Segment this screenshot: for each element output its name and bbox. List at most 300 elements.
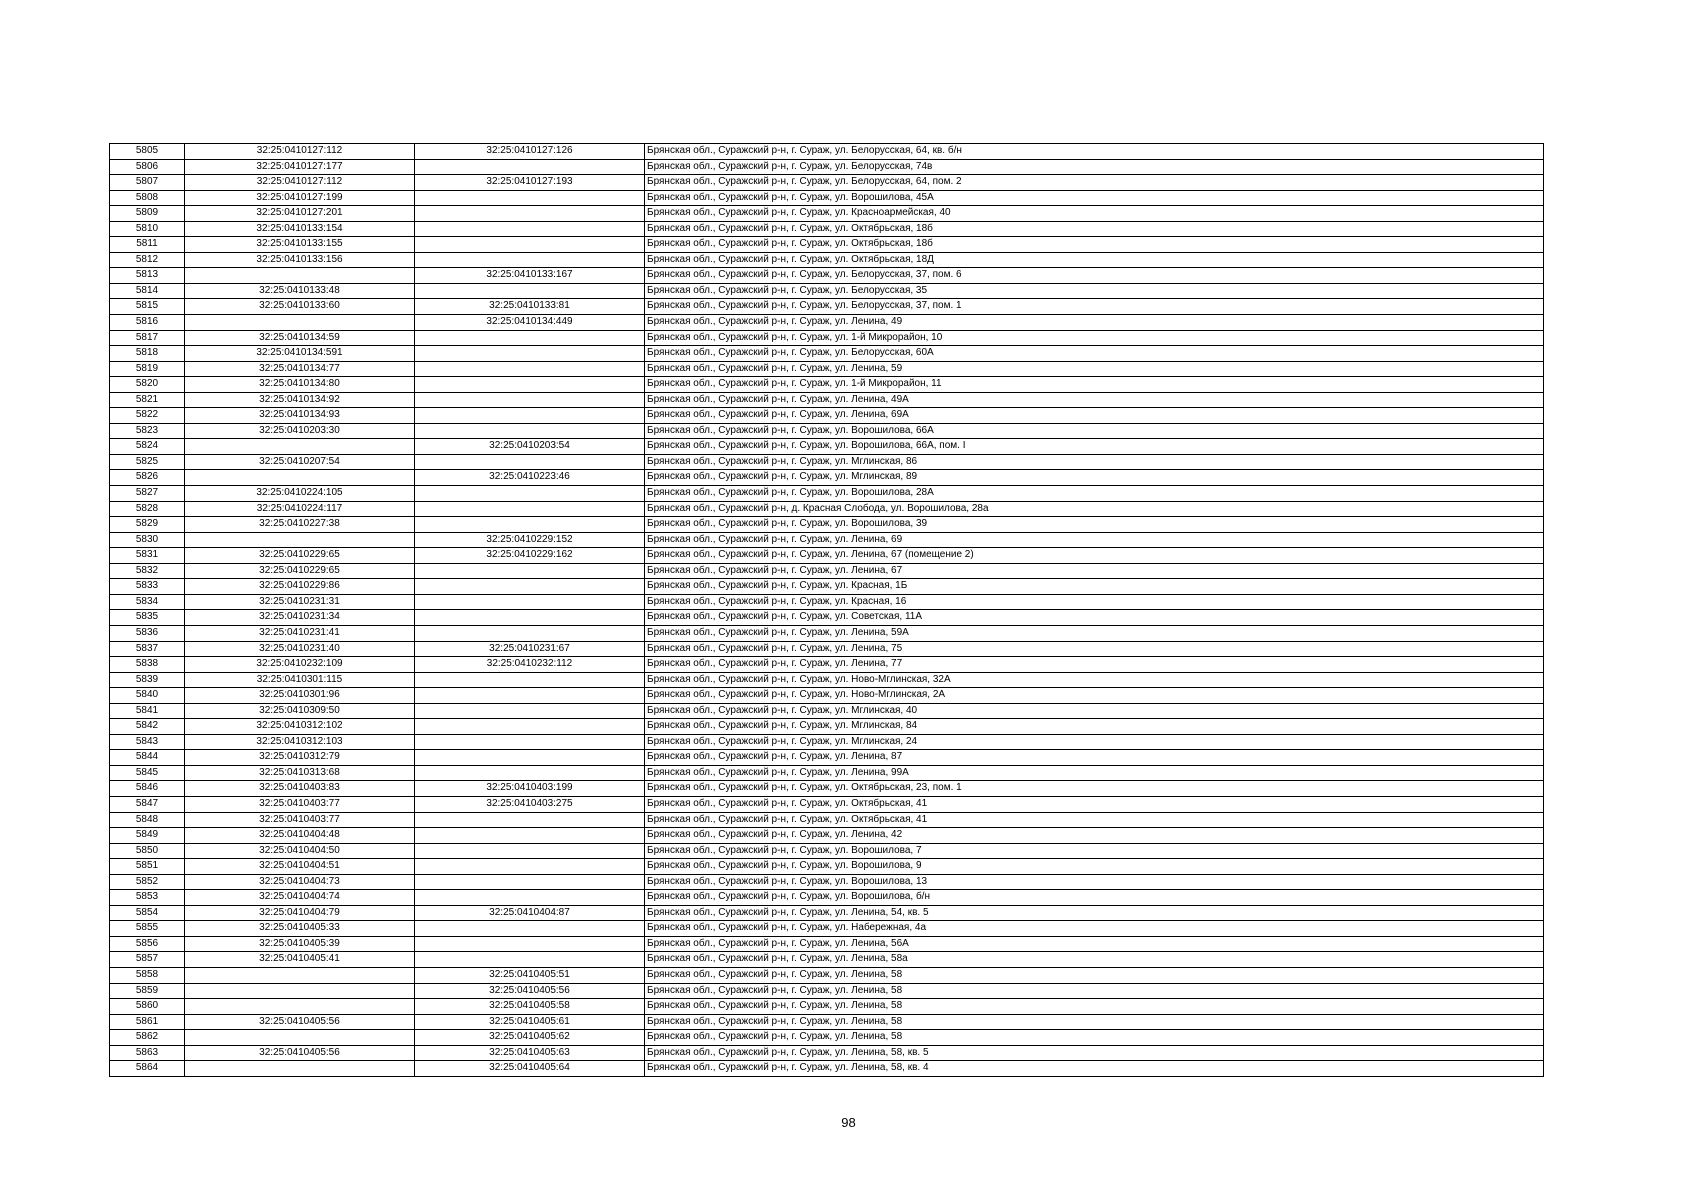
cadastral-number-cell: 32:25:0410405:33	[185, 921, 415, 937]
cadastral-number-cell: 32:25:0410229:65	[185, 563, 415, 579]
address-cell: Брянская обл., Суражский р-н, г. Сураж, ул. Ленина, 58, кв. 4	[645, 1061, 1544, 1077]
row-number-cell: 5805	[110, 144, 185, 160]
related-cadastral-number-cell	[415, 221, 645, 237]
address-cell: Брянская обл., Суражский р-н, г. Сураж, ул. Ленина, 59	[645, 361, 1544, 377]
cadastral-number-cell: 32:25:0410207:54	[185, 454, 415, 470]
row-number-cell: 5832	[110, 563, 185, 579]
row-number-cell: 5841	[110, 703, 185, 719]
table-row	[110, 315, 1544, 331]
cadastral-number-cell: 32:25:0410301:115	[185, 672, 415, 688]
row-number-cell: 5837	[110, 641, 185, 657]
row-number-cell: 5830	[110, 532, 185, 548]
row-number-cell: 5833	[110, 579, 185, 595]
related-cadastral-number-cell	[415, 828, 645, 844]
table-row	[110, 641, 1544, 657]
address-cell: Брянская обл., Суражский р-н, г. Сураж, ул. Ленина, 54, кв. 5	[645, 905, 1544, 921]
row-number-cell: 5814	[110, 283, 185, 299]
cadastral-number-cell: 32:25:0410229:86	[185, 579, 415, 595]
row-number-cell: 5848	[110, 812, 185, 828]
table-row	[110, 859, 1544, 875]
table-row	[110, 657, 1544, 673]
row-number-cell: 5840	[110, 688, 185, 704]
related-cadastral-number-cell	[415, 843, 645, 859]
address-cell: Брянская обл., Суражский р-н, г. Сураж, ул. 1-й Микрорайон, 11	[645, 377, 1544, 393]
address-cell: Брянская обл., Суражский р-н, г. Сураж, ул. Белорусская, 64, кв. б/н	[645, 144, 1544, 160]
cadastral-number-cell: 32:25:0410405:41	[185, 952, 415, 968]
address-cell: Брянская обл., Суражский р-н, г. Сураж, ул. Белорусская, 60А	[645, 346, 1544, 362]
row-number-cell: 5855	[110, 921, 185, 937]
cadastral-number-cell	[185, 983, 415, 999]
table-row	[110, 734, 1544, 750]
table-row	[110, 392, 1544, 408]
address-cell: Брянская обл., Суражский р-н, г. Сураж, ул. Ленина, 49	[645, 315, 1544, 331]
table-row	[110, 283, 1544, 299]
address-cell: Брянская обл., Суражский р-н, г. Сураж, ул. Ворошилова, 7	[645, 843, 1544, 859]
related-cadastral-number-cell	[415, 486, 645, 502]
row-number-cell: 5851	[110, 859, 185, 875]
row-number-cell: 5821	[110, 392, 185, 408]
cadastral-number-cell: 32:25:0410404:74	[185, 890, 415, 906]
table-row	[110, 812, 1544, 828]
row-number-cell: 5836	[110, 625, 185, 641]
cadastral-number-cell: 32:25:0410134:591	[185, 346, 415, 362]
address-cell: Брянская обл., Суражский р-н, г. Сураж, ул. Ленина, 58	[645, 967, 1544, 983]
table-row	[110, 1030, 1544, 1046]
cadastral-number-cell: 32:25:0410224:117	[185, 501, 415, 517]
row-number-cell: 5857	[110, 952, 185, 968]
row-number-cell: 5827	[110, 486, 185, 502]
table-row	[110, 828, 1544, 844]
address-cell: Брянская обл., Суражский р-н, г. Сураж, ул. 1-й Микрорайон, 10	[645, 330, 1544, 346]
table-row	[110, 501, 1544, 517]
page-number: 98	[841, 1115, 856, 1130]
table-row	[110, 190, 1544, 206]
row-number-cell: 5811	[110, 237, 185, 253]
related-cadastral-number-cell	[415, 859, 645, 875]
cadastral-number-cell: 32:25:0410232:109	[185, 657, 415, 673]
row-number-cell: 5806	[110, 159, 185, 175]
related-cadastral-number-cell	[415, 563, 645, 579]
table-row	[110, 408, 1544, 424]
related-cadastral-number-cell	[415, 874, 645, 890]
table-row	[110, 237, 1544, 253]
address-cell: Брянская обл., Суражский р-н, г. Сураж, ул. Ленина, 56А	[645, 936, 1544, 952]
address-cell: Брянская обл., Суражский р-н, г. Сураж, ул. Ворошилова, 66А	[645, 423, 1544, 439]
row-number-cell: 5808	[110, 190, 185, 206]
address-cell: Брянская обл., Суражский р-н, г. Сураж, ул. Белорусская, 74в	[645, 159, 1544, 175]
address-cell: Брянская обл., Суражский р-н, г. Сураж, ул. Ленина, 58	[645, 1014, 1544, 1030]
related-cadastral-number-cell: 32:25:0410405:63	[415, 1045, 645, 1061]
table-row	[110, 967, 1544, 983]
table-row	[110, 377, 1544, 393]
address-cell: Брянская обл., Суражский р-н, г. Сураж, ул. Ворошилова, 39	[645, 517, 1544, 533]
related-cadastral-number-cell	[415, 361, 645, 377]
related-cadastral-number-cell	[415, 734, 645, 750]
cadastral-number-cell: 32:25:0410403:77	[185, 796, 415, 812]
row-number-cell: 5842	[110, 719, 185, 735]
address-cell: Брянская обл., Суражский р-н, г. Сураж, ул. Ленина, 58, кв. 5	[645, 1045, 1544, 1061]
related-cadastral-number-cell: 32:25:0410231:67	[415, 641, 645, 657]
address-cell: Брянская обл., Суражский р-н, г. Сураж, ул. Красная, 16	[645, 594, 1544, 610]
address-cell: Брянская обл., Суражский р-н, г. Сураж, ул. Ворошилова, 13	[645, 874, 1544, 890]
table-row	[110, 594, 1544, 610]
address-cell: Брянская обл., Суражский р-н, г. Сураж, ул. Октябрьская, 18Д	[645, 252, 1544, 268]
row-number-cell: 5815	[110, 299, 185, 315]
cadastral-number-cell: 32:25:0410403:83	[185, 781, 415, 797]
cadastral-number-cell: 32:25:0410231:41	[185, 625, 415, 641]
cadastral-number-cell: 32:25:0410309:50	[185, 703, 415, 719]
row-number-cell: 5822	[110, 408, 185, 424]
address-cell: Брянская обл., Суражский р-н, г. Сураж, ул. Мглинская, 89	[645, 470, 1544, 486]
table-row	[110, 423, 1544, 439]
table-row	[110, 175, 1544, 191]
table-row	[110, 517, 1544, 533]
address-cell: Брянская обл., Суражский р-н, г. Сураж, ул. Ворошилова, 45А	[645, 190, 1544, 206]
row-number-cell: 5859	[110, 983, 185, 999]
address-cell: Брянская обл., Суражский р-н, г. Сураж, ул. Ново-Мглинская, 32А	[645, 672, 1544, 688]
related-cadastral-number-cell	[415, 890, 645, 906]
address-cell: Брянская обл., Суражский р-н, г. Сураж, ул. Октябрьская, 23, пом. 1	[645, 781, 1544, 797]
related-cadastral-number-cell	[415, 454, 645, 470]
row-number-cell: 5853	[110, 890, 185, 906]
address-cell: Брянская обл., Суражский р-н, г. Сураж, ул. Белорусская, 35	[645, 283, 1544, 299]
related-cadastral-number-cell	[415, 703, 645, 719]
cadastral-number-cell	[185, 268, 415, 284]
address-cell: Брянская обл., Суражский р-н, г. Сураж, ул. Октябрьская, 18б	[645, 237, 1544, 253]
related-cadastral-number-cell	[415, 750, 645, 766]
table-row	[110, 532, 1544, 548]
address-cell: Брянская обл., Суражский р-н, г. Сураж, ул. Ленина, 58а	[645, 952, 1544, 968]
cadastral-number-cell: 32:25:0410312:103	[185, 734, 415, 750]
cadastral-number-cell: 32:25:0410405:56	[185, 1014, 415, 1030]
related-cadastral-number-cell	[415, 501, 645, 517]
row-number-cell: 5812	[110, 252, 185, 268]
related-cadastral-number-cell	[415, 625, 645, 641]
address-cell: Брянская обл., Суражский р-н, г. Сураж, ул. Ленина, 59А	[645, 625, 1544, 641]
cadastral-number-cell: 32:25:0410403:77	[185, 812, 415, 828]
related-cadastral-number-cell: 32:25:0410405:61	[415, 1014, 645, 1030]
register-table-body	[110, 144, 1544, 1077]
table-row	[110, 625, 1544, 641]
table-row	[110, 563, 1544, 579]
table-row	[110, 719, 1544, 735]
cadastral-number-cell: 32:25:0410133:48	[185, 283, 415, 299]
row-number-cell: 5858	[110, 967, 185, 983]
cadastral-number-cell: 32:25:0410404:50	[185, 843, 415, 859]
row-number-cell: 5838	[110, 657, 185, 673]
row-number-cell: 5844	[110, 750, 185, 766]
table-row	[110, 765, 1544, 781]
row-number-cell: 5864	[110, 1061, 185, 1077]
table-row	[110, 921, 1544, 937]
row-number-cell: 5819	[110, 361, 185, 377]
address-cell: Брянская обл., Суражский р-н, г. Сураж, ул. Красноармейская, 40	[645, 206, 1544, 222]
table-row	[110, 548, 1544, 564]
table-row	[110, 1014, 1544, 1030]
address-cell: Брянская обл., Суражский р-н, г. Сураж, ул. Ленина, 69	[645, 532, 1544, 548]
address-cell: Брянская обл., Суражский р-н, г. Сураж, ул. Советская, 11А	[645, 610, 1544, 626]
row-number-cell: 5835	[110, 610, 185, 626]
row-number-cell: 5817	[110, 330, 185, 346]
row-number-cell: 5823	[110, 423, 185, 439]
cadastral-number-cell: 32:25:0410127:177	[185, 159, 415, 175]
table-row	[110, 221, 1544, 237]
address-cell: Брянская обл., Суражский р-н, г. Сураж, ул. Ленина, 87	[645, 750, 1544, 766]
cadastral-number-cell	[185, 967, 415, 983]
related-cadastral-number-cell	[415, 330, 645, 346]
related-cadastral-number-cell: 32:25:0410229:152	[415, 532, 645, 548]
address-cell: Брянская обл., Суражский р-н, г. Сураж, ул. Ворошилова, 9	[645, 859, 1544, 875]
table-row	[110, 299, 1544, 315]
row-number-cell: 5829	[110, 517, 185, 533]
related-cadastral-number-cell: 32:25:0410229:162	[415, 548, 645, 564]
table-row	[110, 206, 1544, 222]
row-number-cell: 5849	[110, 828, 185, 844]
cadastral-number-cell	[185, 315, 415, 331]
cadastral-number-cell: 32:25:0410227:38	[185, 517, 415, 533]
related-cadastral-number-cell	[415, 672, 645, 688]
row-number-cell: 5850	[110, 843, 185, 859]
address-cell: Брянская обл., Суражский р-н, г. Сураж, ул. Мглинская, 84	[645, 719, 1544, 735]
cadastral-number-cell: 32:25:0410203:30	[185, 423, 415, 439]
cadastral-number-cell: 32:25:0410134:80	[185, 377, 415, 393]
address-cell: Брянская обл., Суражский р-н, г. Сураж, ул. Ворошилова, 66А, пом. I	[645, 439, 1544, 455]
table-row	[110, 268, 1544, 284]
related-cadastral-number-cell	[415, 594, 645, 610]
cadastral-number-cell	[185, 1030, 415, 1046]
row-number-cell: 5828	[110, 501, 185, 517]
address-cell: Брянская обл., Суражский р-н, г. Сураж, ул. Ленина, 58	[645, 999, 1544, 1015]
address-cell: Брянская обл., Суражский р-н, г. Сураж, ул. Октябрьская, 41	[645, 812, 1544, 828]
address-cell: Брянская обл., Суражский р-н, г. Сураж, ул. Ленина, 77	[645, 657, 1544, 673]
cadastral-number-cell: 32:25:0410404:48	[185, 828, 415, 844]
row-number-cell: 5862	[110, 1030, 185, 1046]
cadastral-number-cell: 32:25:0410231:31	[185, 594, 415, 610]
related-cadastral-number-cell	[415, 377, 645, 393]
table-row	[110, 999, 1544, 1015]
related-cadastral-number-cell	[415, 765, 645, 781]
address-cell: Брянская обл., Суражский р-н, г. Сураж, ул. Ленина, 67 (помещение 2)	[645, 548, 1544, 564]
related-cadastral-number-cell	[415, 206, 645, 222]
table-row	[110, 983, 1544, 999]
related-cadastral-number-cell	[415, 579, 645, 595]
register-table	[109, 143, 1544, 1077]
related-cadastral-number-cell: 32:25:0410133:81	[415, 299, 645, 315]
address-cell: Брянская обл., Суражский р-н, г. Сураж, ул. Октябрьская, 18б	[645, 221, 1544, 237]
related-cadastral-number-cell: 32:25:0410403:275	[415, 796, 645, 812]
cadastral-number-cell: 32:25:0410133:154	[185, 221, 415, 237]
table-row	[110, 781, 1544, 797]
cadastral-number-cell	[185, 999, 415, 1015]
table-row	[110, 750, 1544, 766]
table-row	[110, 144, 1544, 160]
related-cadastral-number-cell: 32:25:0410223:46	[415, 470, 645, 486]
row-number-cell: 5854	[110, 905, 185, 921]
table-row	[110, 672, 1544, 688]
address-cell: Брянская обл., Суражский р-н, г. Сураж, ул. Мглинская, 40	[645, 703, 1544, 719]
row-number-cell: 5847	[110, 796, 185, 812]
cadastral-number-cell	[185, 532, 415, 548]
row-number-cell: 5843	[110, 734, 185, 750]
table-row	[110, 874, 1544, 890]
table-row	[110, 890, 1544, 906]
cadastral-number-cell	[185, 470, 415, 486]
address-cell: Брянская обл., Суражский р-н, г. Сураж, ул. Белорусская, 37, пом. 1	[645, 299, 1544, 315]
row-number-cell: 5861	[110, 1014, 185, 1030]
cadastral-number-cell: 32:25:0410404:73	[185, 874, 415, 890]
table-row	[110, 439, 1544, 455]
related-cadastral-number-cell: 32:25:0410203:54	[415, 439, 645, 455]
address-cell: Брянская обл., Суражский р-н, г. Сураж, ул. Красная, 1Б	[645, 579, 1544, 595]
related-cadastral-number-cell: 32:25:0410232:112	[415, 657, 645, 673]
row-number-cell: 5826	[110, 470, 185, 486]
cadastral-number-cell: 32:25:0410404:79	[185, 905, 415, 921]
row-number-cell: 5852	[110, 874, 185, 890]
row-number-cell: 5860	[110, 999, 185, 1015]
row-number-cell: 5839	[110, 672, 185, 688]
cadastral-number-cell: 32:25:0410127:112	[185, 144, 415, 160]
row-number-cell: 5846	[110, 781, 185, 797]
related-cadastral-number-cell	[415, 921, 645, 937]
related-cadastral-number-cell	[415, 346, 645, 362]
cadastral-number-cell: 32:25:0410404:51	[185, 859, 415, 875]
related-cadastral-number-cell	[415, 408, 645, 424]
row-number-cell: 5809	[110, 206, 185, 222]
related-cadastral-number-cell	[415, 283, 645, 299]
row-number-cell: 5856	[110, 936, 185, 952]
address-cell: Брянская обл., Суражский р-н, г. Сураж, ул. Ленина, 99А	[645, 765, 1544, 781]
table-row	[110, 346, 1544, 362]
table-row	[110, 796, 1544, 812]
cadastral-number-cell: 32:25:0410405:39	[185, 936, 415, 952]
related-cadastral-number-cell	[415, 812, 645, 828]
related-cadastral-number-cell	[415, 252, 645, 268]
address-cell: Брянская обл., Суражский р-н, д. Красная Слобода, ул. Ворошилова, 28а	[645, 501, 1544, 517]
address-cell: Брянская обл., Суражский р-н, г. Сураж, ул. Белорусская, 64, пом. 2	[645, 175, 1544, 191]
related-cadastral-number-cell	[415, 610, 645, 626]
table-row	[110, 952, 1544, 968]
cadastral-number-cell: 32:25:0410224:105	[185, 486, 415, 502]
address-cell: Брянская обл., Суражский р-н, г. Сураж, ул. Белорусская, 37, пом. 6	[645, 268, 1544, 284]
cadastral-number-cell: 32:25:0410313:68	[185, 765, 415, 781]
address-cell: Брянская обл., Суражский р-н, г. Сураж, ул. Ворошилова, б/н	[645, 890, 1544, 906]
related-cadastral-number-cell	[415, 517, 645, 533]
row-number-cell: 5863	[110, 1045, 185, 1061]
cadastral-number-cell: 32:25:0410134:59	[185, 330, 415, 346]
row-number-cell: 5816	[110, 315, 185, 331]
address-cell: Брянская обл., Суражский р-н, г. Сураж, ул. Ленина, 75	[645, 641, 1544, 657]
table-row	[110, 936, 1544, 952]
cadastral-number-cell: 32:25:0410231:40	[185, 641, 415, 657]
related-cadastral-number-cell	[415, 190, 645, 206]
related-cadastral-number-cell: 32:25:0410405:56	[415, 983, 645, 999]
table-row	[110, 470, 1544, 486]
related-cadastral-number-cell: 32:25:0410134:449	[415, 315, 645, 331]
cadastral-number-cell: 32:25:0410127:201	[185, 206, 415, 222]
cadastral-number-cell: 32:25:0410405:56	[185, 1045, 415, 1061]
address-cell: Брянская обл., Суражский р-н, г. Сураж, ул. Ново-Мглинская, 2А	[645, 688, 1544, 704]
table-row	[110, 688, 1544, 704]
table-row	[110, 843, 1544, 859]
row-number-cell: 5825	[110, 454, 185, 470]
table-row	[110, 1045, 1544, 1061]
address-cell: Брянская обл., Суражский р-н, г. Сураж, ул. Ленина, 67	[645, 563, 1544, 579]
cadastral-number-cell: 32:25:0410133:156	[185, 252, 415, 268]
table-row	[110, 905, 1544, 921]
related-cadastral-number-cell	[415, 159, 645, 175]
address-cell: Брянская обл., Суражский р-н, г. Сураж, ул. Мглинская, 24	[645, 734, 1544, 750]
related-cadastral-number-cell	[415, 688, 645, 704]
address-cell: Брянская обл., Суражский р-н, г. Сураж, ул. Ворошилова, 28А	[645, 486, 1544, 502]
row-number-cell: 5845	[110, 765, 185, 781]
row-number-cell: 5807	[110, 175, 185, 191]
related-cadastral-number-cell: 32:25:0410403:199	[415, 781, 645, 797]
cadastral-number-cell: 32:25:0410134:93	[185, 408, 415, 424]
cadastral-number-cell: 32:25:0410134:77	[185, 361, 415, 377]
related-cadastral-number-cell	[415, 952, 645, 968]
cadastral-number-cell: 32:25:0410134:92	[185, 392, 415, 408]
address-cell: Брянская обл., Суражский р-н, г. Сураж, ул. Набережная, 4а	[645, 921, 1544, 937]
related-cadastral-number-cell	[415, 936, 645, 952]
address-cell: Брянская обл., Суражский р-н, г. Сураж, ул. Ленина, 42	[645, 828, 1544, 844]
related-cadastral-number-cell: 32:25:0410405:51	[415, 967, 645, 983]
row-number-cell: 5824	[110, 439, 185, 455]
row-number-cell: 5820	[110, 377, 185, 393]
address-cell: Брянская обл., Суражский р-н, г. Сураж, ул. Ленина, 49А	[645, 392, 1544, 408]
related-cadastral-number-cell	[415, 719, 645, 735]
table-row	[110, 361, 1544, 377]
cadastral-number-cell: 32:25:0410133:155	[185, 237, 415, 253]
related-cadastral-number-cell: 32:25:0410127:126	[415, 144, 645, 160]
related-cadastral-number-cell: 32:25:0410405:64	[415, 1061, 645, 1077]
cadastral-number-cell: 32:25:0410133:60	[185, 299, 415, 315]
row-number-cell: 5810	[110, 221, 185, 237]
cadastral-number-cell	[185, 1061, 415, 1077]
related-cadastral-number-cell	[415, 392, 645, 408]
related-cadastral-number-cell: 32:25:0410405:62	[415, 1030, 645, 1046]
related-cadastral-number-cell: 32:25:0410127:193	[415, 175, 645, 191]
row-number-cell: 5813	[110, 268, 185, 284]
related-cadastral-number-cell	[415, 237, 645, 253]
table-row	[110, 159, 1544, 175]
address-cell: Брянская обл., Суражский р-н, г. Сураж, ул. Ленина, 58	[645, 983, 1544, 999]
cadastral-number-cell: 32:25:0410312:102	[185, 719, 415, 735]
cadastral-number-cell: 32:25:0410231:34	[185, 610, 415, 626]
table-row	[110, 610, 1544, 626]
table-row	[110, 1061, 1544, 1077]
cadastral-number-cell: 32:25:0410229:65	[185, 548, 415, 564]
address-cell: Брянская обл., Суражский р-н, г. Сураж, ул. Ленина, 69А	[645, 408, 1544, 424]
row-number-cell: 5818	[110, 346, 185, 362]
cadastral-number-cell	[185, 439, 415, 455]
row-number-cell: 5834	[110, 594, 185, 610]
row-number-cell: 5831	[110, 548, 185, 564]
related-cadastral-number-cell: 32:25:0410404:87	[415, 905, 645, 921]
cadastral-number-cell: 32:25:0410127:199	[185, 190, 415, 206]
table-row	[110, 579, 1544, 595]
cadastral-number-cell: 32:25:0410301:96	[185, 688, 415, 704]
address-cell: Брянская обл., Суражский р-н, г. Сураж, ул. Мглинская, 86	[645, 454, 1544, 470]
address-cell: Брянская обл., Суражский р-н, г. Сураж, ул. Ленина, 58	[645, 1030, 1544, 1046]
table-row	[110, 252, 1544, 268]
table-row	[110, 330, 1544, 346]
cadastral-number-cell: 32:25:0410127:112	[185, 175, 415, 191]
related-cadastral-number-cell: 32:25:0410405:58	[415, 999, 645, 1015]
related-cadastral-number-cell: 32:25:0410133:167	[415, 268, 645, 284]
address-cell: Брянская обл., Суражский р-н, г. Сураж, ул. Октябрьская, 41	[645, 796, 1544, 812]
cadastral-number-cell: 32:25:0410312:79	[185, 750, 415, 766]
table-row	[110, 703, 1544, 719]
